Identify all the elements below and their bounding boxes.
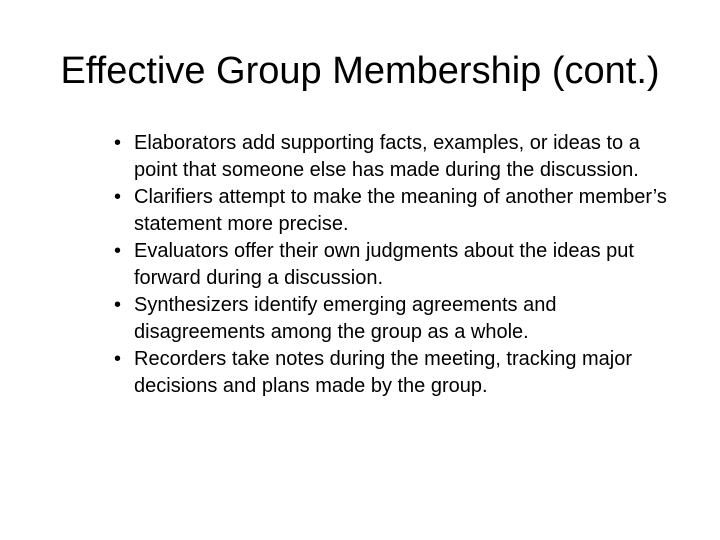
- bullet-icon: •: [114, 240, 122, 262]
- bullet-text: Recorders take notes during the meeting, tracking major decisions and plans made by the group.: [134, 348, 633, 397]
- bullet-item: [114, 238, 674, 292]
- bullet-item: [114, 184, 674, 238]
- bullet-icon: •: [114, 294, 122, 316]
- bullet-text: Synthesizers identify emerging agreements and disagreements among the group as a whole.: [134, 294, 557, 343]
- bullet-text: Elaborators add supporting facts, examples, or ideas to a point that someone else has made during the discussion.: [134, 132, 640, 181]
- bullet-icon: •: [114, 348, 122, 370]
- bullet-icon: •: [114, 186, 122, 208]
- bullet-text: Clarifiers attempt to make the meaning of another member’s statement more precise.: [134, 186, 667, 235]
- bullet-item: [114, 292, 674, 346]
- bullet-item: [114, 346, 674, 400]
- slide-title: Effective Group Membership (cont.): [60, 50, 660, 92]
- bullet-list: [114, 130, 674, 400]
- bullet-item: [114, 130, 674, 184]
- bullet-text: Evaluators offer their own judgments about the ideas put forward during a discussion.: [134, 240, 634, 289]
- bullet-icon: •: [114, 132, 122, 154]
